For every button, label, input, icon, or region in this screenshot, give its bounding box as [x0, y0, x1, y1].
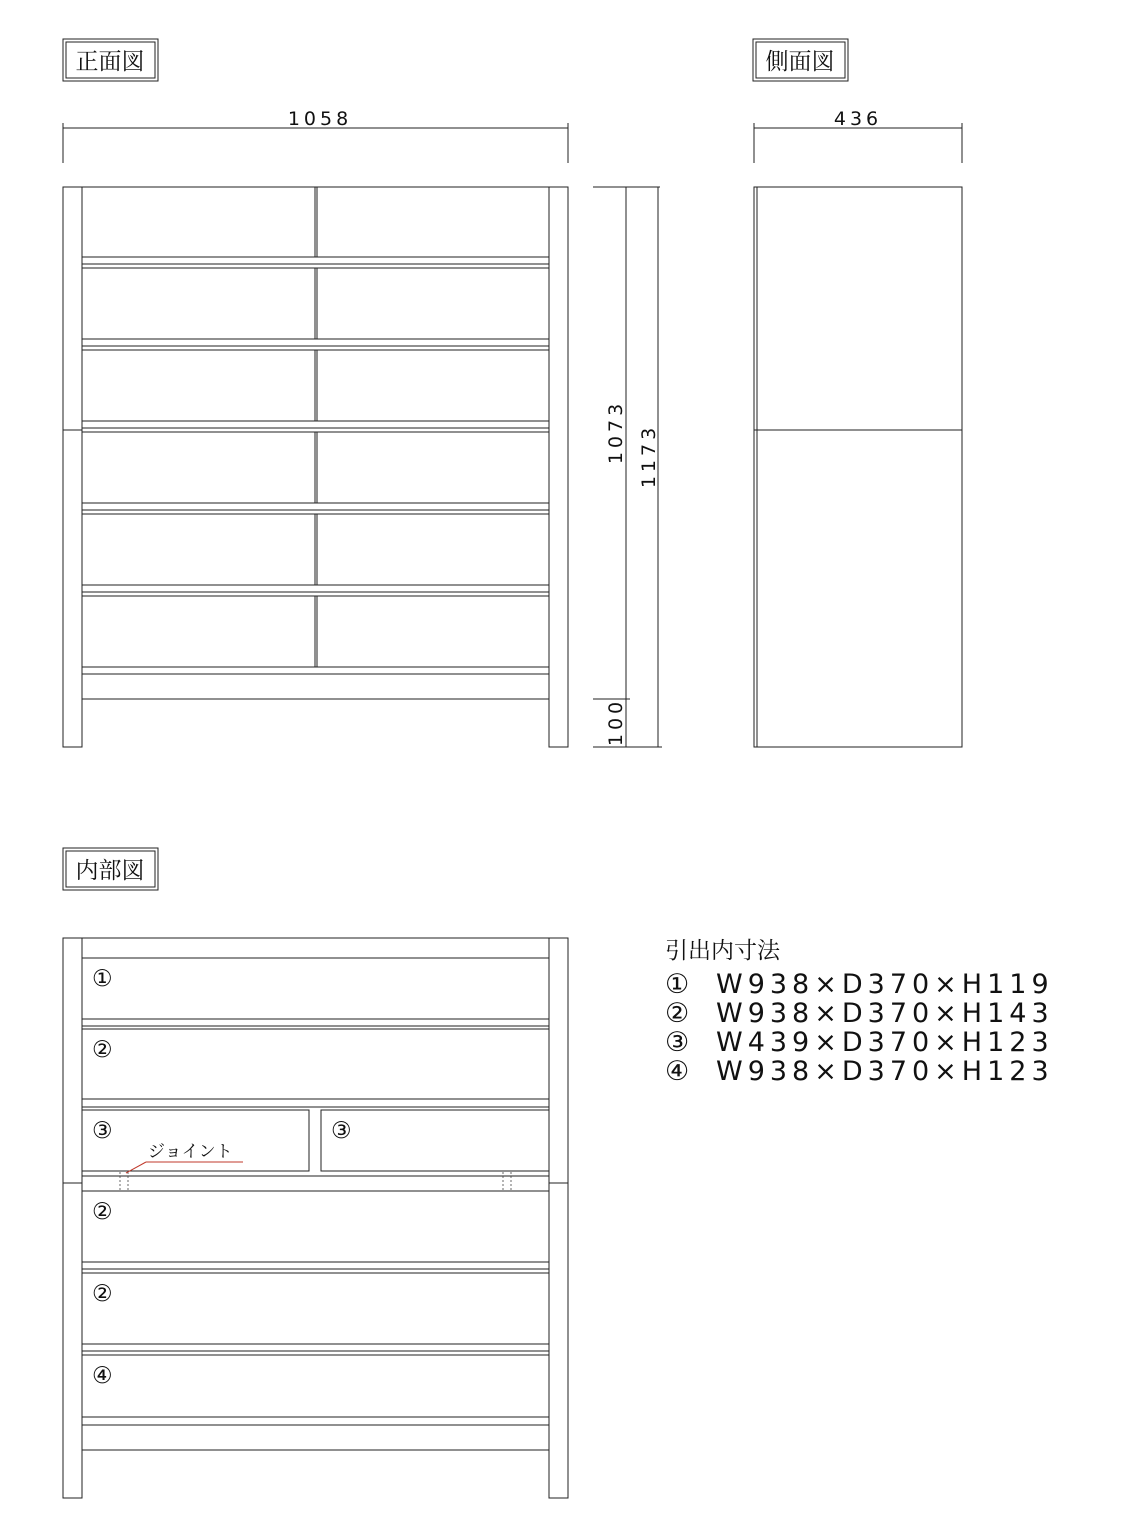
interior-drawer-2a [82, 1029, 549, 1099]
drawer-spec-list [665, 938, 1054, 1087]
front-drawer-row-6 [315, 596, 317, 667]
interior-view-cabinet [63, 938, 568, 1498]
spec-heading: 引出内寸法 [665, 938, 780, 964]
front-width-dimension [63, 108, 568, 163]
interior-drawer-4 [82, 1355, 549, 1417]
interior-drawer-2b [82, 1191, 549, 1262]
front-height-dimensions [593, 187, 662, 747]
base-height-value: 100 [605, 697, 627, 747]
drawer-mark: ③ [331, 1118, 352, 1144]
drawer-mark: ③ [92, 1118, 113, 1144]
front-view-title: 正面図 [75, 49, 145, 75]
spec-mark: ② [665, 998, 695, 1029]
drawer-mark: ② [92, 1037, 113, 1063]
interior-right-post [549, 938, 568, 1498]
side-depth-value: 436 [833, 108, 883, 130]
front-left-post [63, 187, 82, 747]
front-base [82, 674, 549, 699]
joint-dowels [120, 1172, 511, 1191]
spec-mark: ④ [665, 1056, 695, 1087]
spec-text: W938×D370×H123 [716, 1056, 1054, 1087]
spec-text: W938×D370×H119 [716, 969, 1054, 1000]
side-view-cabinet [754, 187, 962, 747]
total-height-value: 1173 [638, 423, 660, 489]
interior-drawer-3-right [321, 1110, 549, 1171]
interior-left-post [63, 938, 82, 1498]
front-right-post [549, 187, 568, 747]
drawer-mark: ② [92, 1281, 113, 1307]
drawer-mark: ① [92, 966, 113, 992]
body-height-value: 1073 [605, 399, 627, 465]
front-view-title-box [63, 39, 158, 81]
front-width-value: 1058 [287, 108, 353, 130]
interior-drawer-2c [82, 1273, 549, 1344]
spec-mark: ① [665, 969, 695, 1000]
side-depth-dimension [754, 108, 962, 163]
interior-drawer-1 [82, 958, 549, 1019]
drawer-mark: ④ [92, 1363, 113, 1389]
interior-view-title-box [63, 848, 158, 890]
side-view-title-box [753, 39, 848, 81]
spec-text: W938×D370×H143 [716, 998, 1054, 1029]
interior-view-title: 内部図 [75, 858, 145, 884]
spec-text: W439×D370×H123 [716, 1027, 1054, 1058]
drawer-mark: ② [92, 1199, 113, 1225]
joint-label: ジョイント [148, 1142, 233, 1162]
front-view-cabinet [63, 187, 568, 747]
side-view-title: 側面図 [765, 49, 835, 75]
spec-mark: ③ [665, 1027, 695, 1058]
